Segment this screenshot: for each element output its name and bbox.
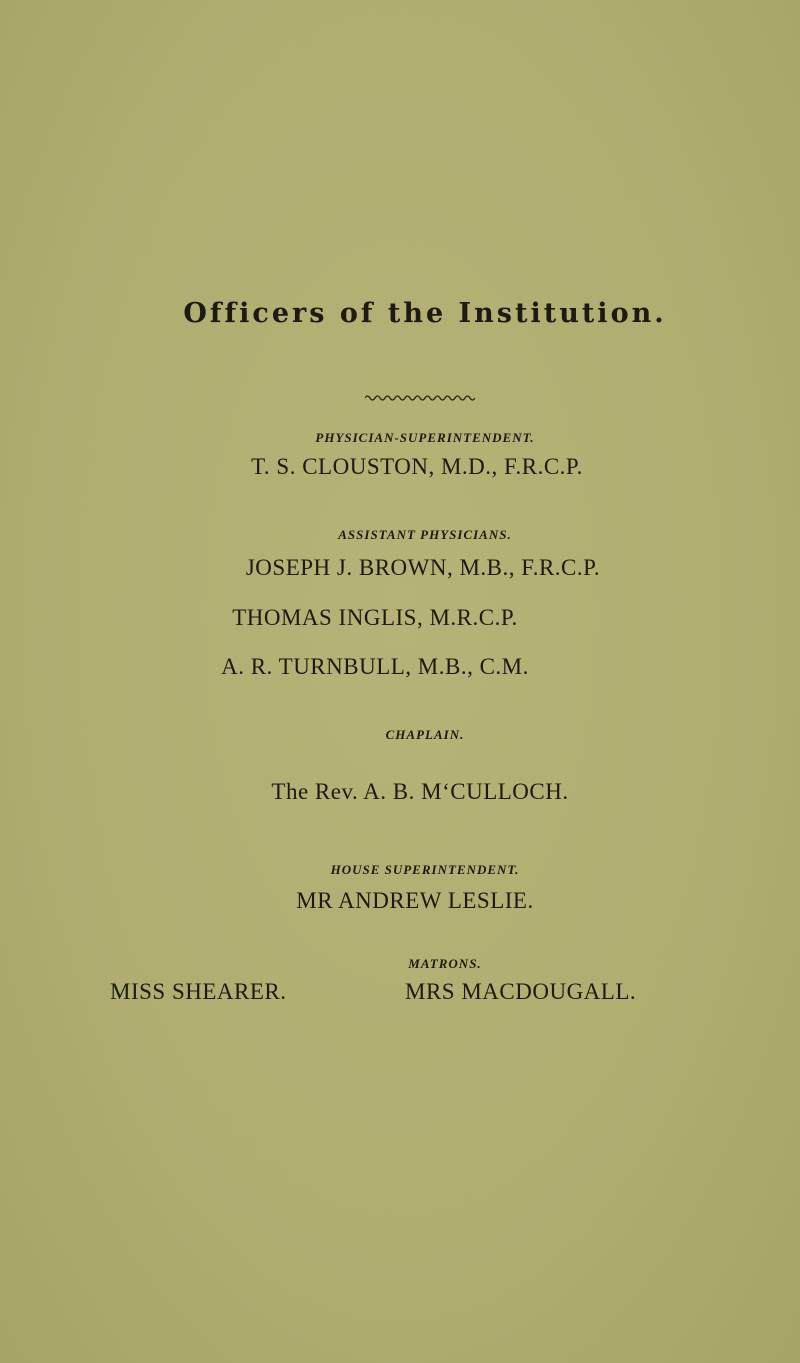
officer-name: A. R. TURNBULL, M.B., C.M. <box>221 654 529 679</box>
section-heading-physician-superintendent: PHYSICIAN-SUPERINTENDENT. <box>315 430 535 445</box>
section-heading-matrons: MATRONS. <box>408 956 482 971</box>
section-heading-house-superintendent: HOUSE SUPERINTENDENT. <box>330 862 520 877</box>
section-heading-chaplain: CHAPLAIN. <box>385 727 465 742</box>
officer-name: The Rev. A. B. M‘CULLOCH. <box>271 779 569 804</box>
page-title: Officers of the Institution. <box>183 298 667 329</box>
officer-name: T. S. CLOUSTON, M.D., F.R.C.P. <box>251 454 583 479</box>
officer-name: MRS MACDOUGALL. <box>405 979 637 1004</box>
wavy-divider <box>365 392 475 404</box>
officer-name: MR ANDREW LESLIE. <box>296 888 534 913</box>
officer-name: JOSEPH J. BROWN, M.B., F.R.C.P. <box>245 555 601 580</box>
officer-name: MISS SHEARER. <box>110 979 287 1004</box>
officer-name: THOMAS INGLIS, M.R.C.P. <box>232 605 518 630</box>
section-heading-assistant-physicians: ASSISTANT PHYSICIANS. <box>338 527 512 542</box>
